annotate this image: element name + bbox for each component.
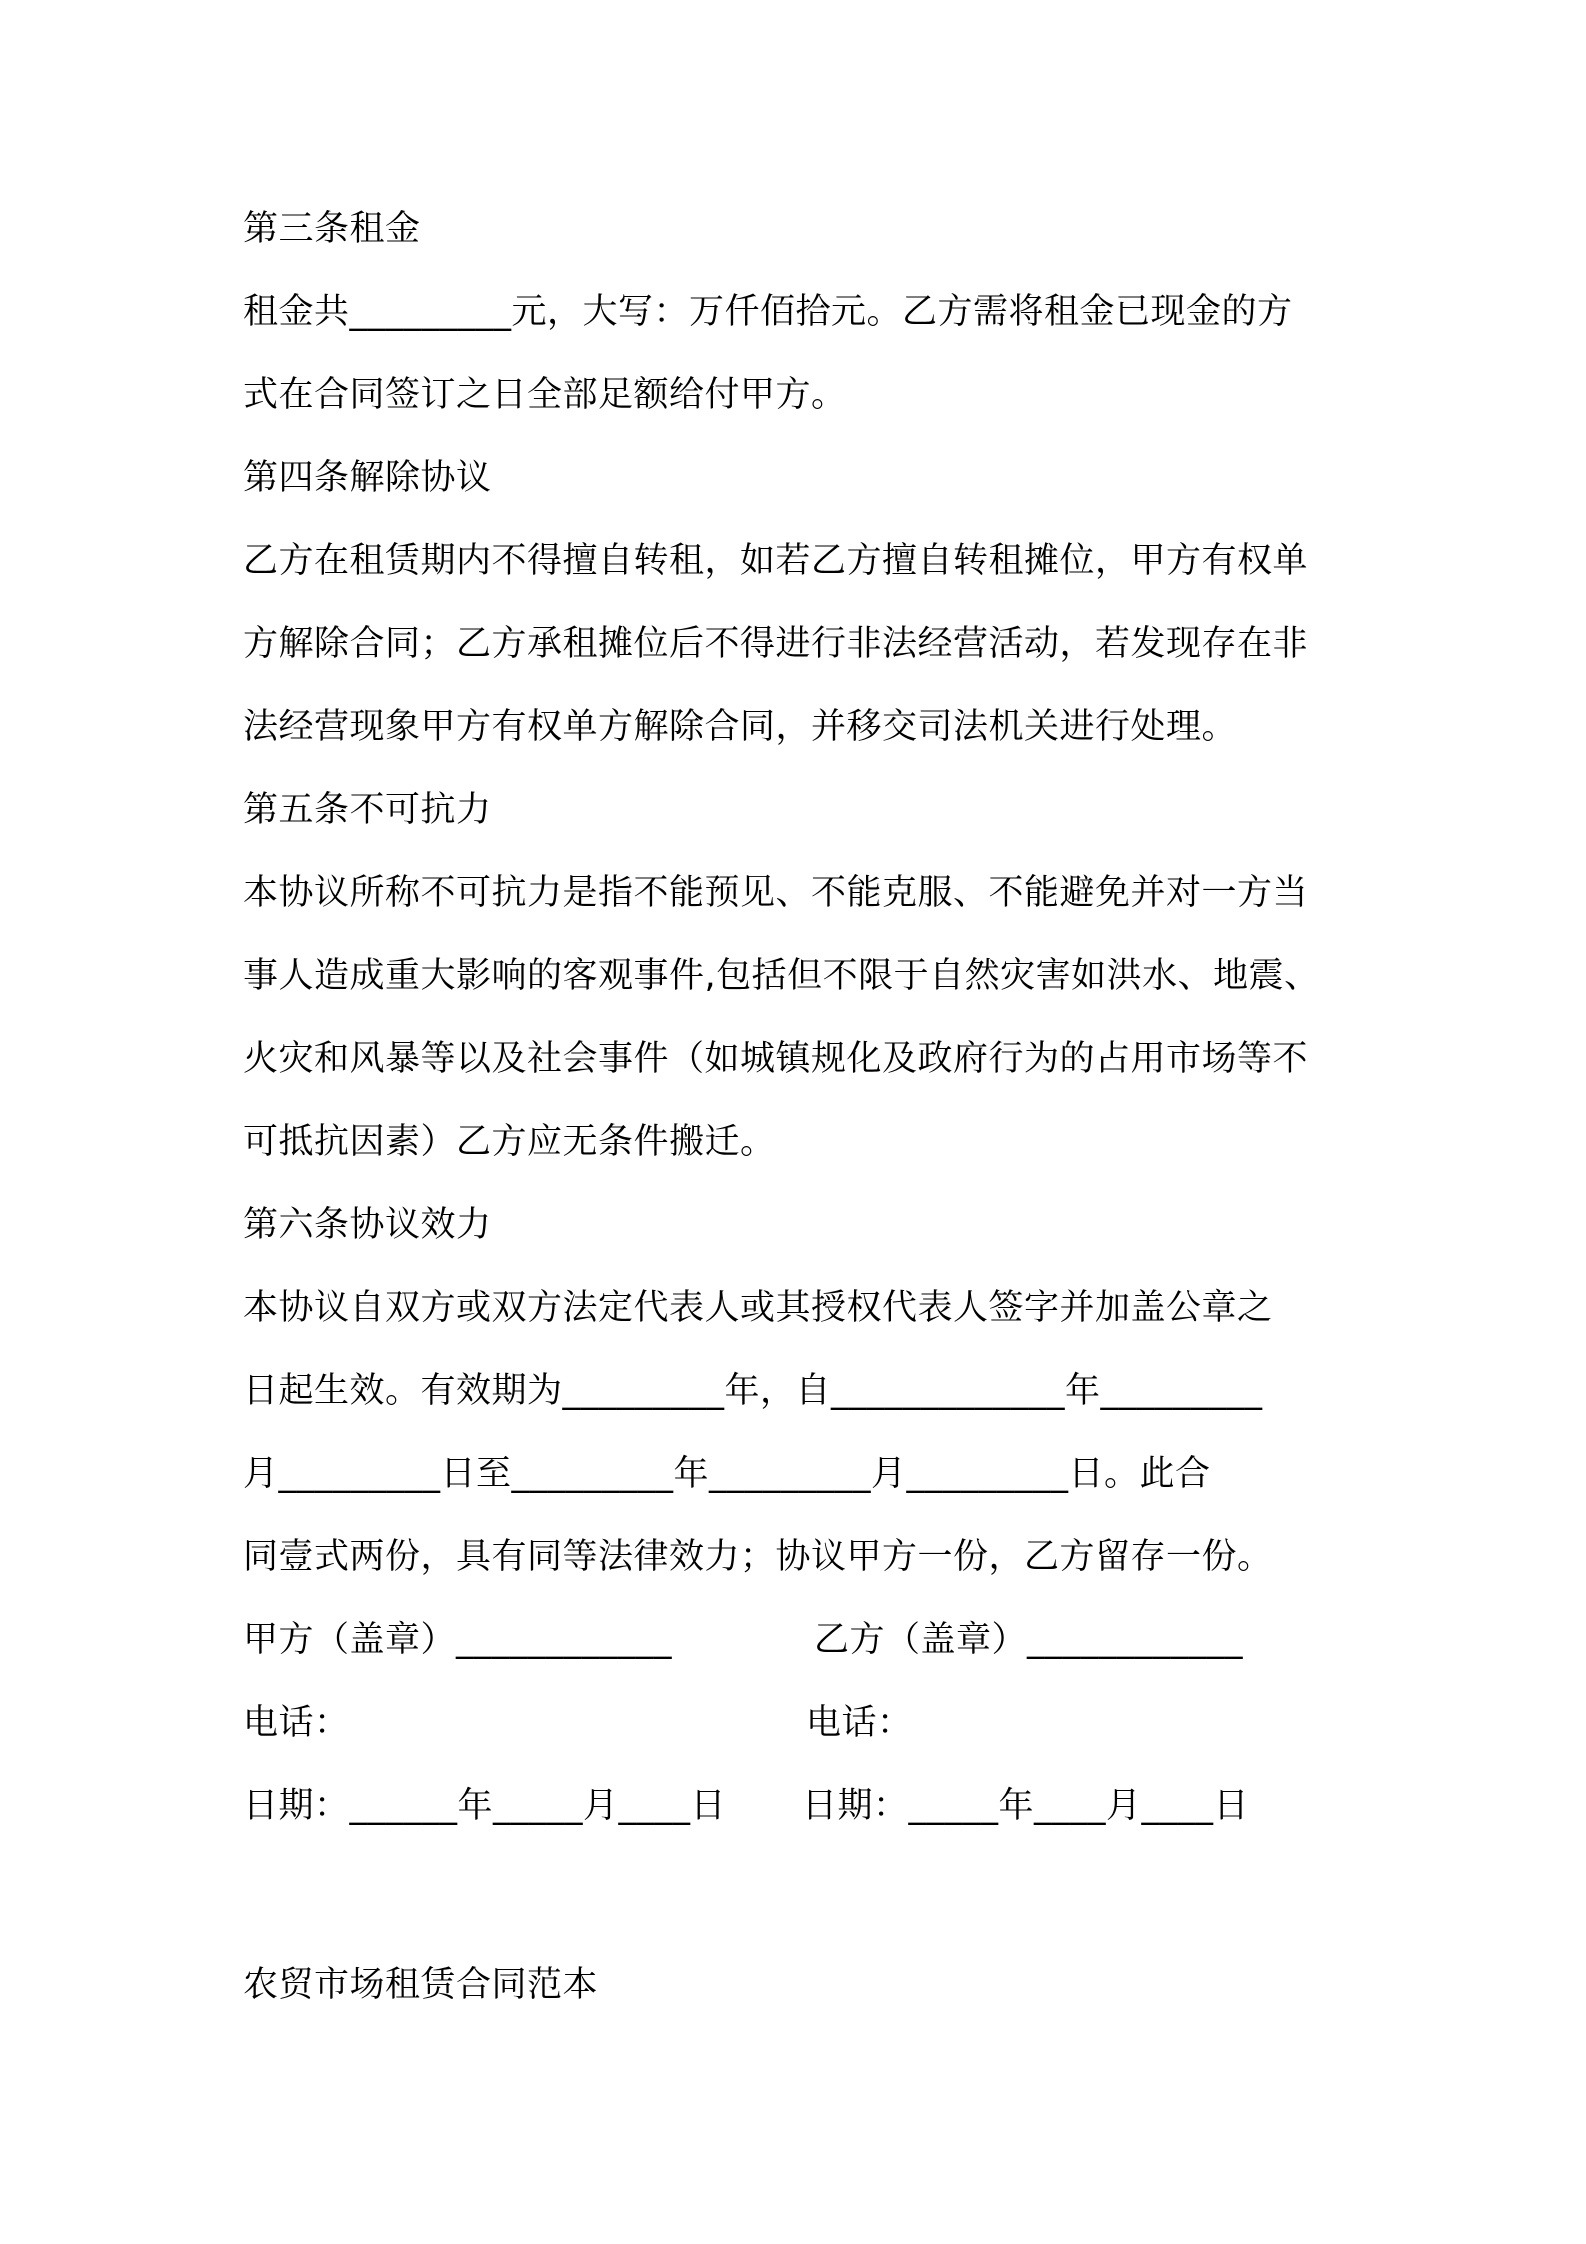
party-a-date: 日期：______年_____月____日 <box>243 1786 727 1826</box>
article-6-line-1: 本协议自双方或双方法定代表人或其授权代表人签字并加盖公章之 <box>243 1288 1273 1328</box>
article-3-heading: 第三条租金 <box>243 209 421 249</box>
party-a-phone: 电话： <box>243 1703 350 1743</box>
article-6-line-4: 同壹式两份，具有同等法律效力；协议甲方一份，乙方留存一份。 <box>243 1537 1273 1577</box>
article-5-heading: 第五条不可抗力 <box>243 790 492 830</box>
article-5-line-2: 事人造成重大影响的客观事件,包括但不限于自然灾害如洪水、地震、 <box>243 956 1320 996</box>
article-4-line-1: 乙方在租赁期内不得擅自转租，如若乙方擅自转租摊位，甲方有权单 <box>243 541 1309 581</box>
party-b-phone: 电话： <box>806 1703 913 1743</box>
party-a-seal: 甲方（盖章）____________ <box>243 1620 673 1660</box>
article-3-line-2: 式在合同签订之日全部足额给付甲方。 <box>243 375 847 415</box>
article-4-heading: 第四条解除协议 <box>243 458 492 498</box>
article-4-line-3: 法经营现象甲方有权单方解除合同，并移交司法机关进行处理。 <box>243 707 1238 747</box>
party-b-date: 日期：_____年____月____日 <box>802 1786 1250 1826</box>
next-document-title: 农贸市场租赁合同范本 <box>243 1965 599 2005</box>
article-5-line-4: 可抵抗因素）乙方应无条件搬迁。 <box>243 1122 776 1162</box>
article-6-heading: 第六条协议效力 <box>243 1205 492 1245</box>
article-3-line-1: 租金共_________元，大写：万仟佰拾元。乙方需将租金已现金的方 <box>243 292 1293 332</box>
article-5-line-3: 火灾和风暴等以及社会事件（如城镇规化及政府行为的占用市场等不 <box>243 1039 1309 1079</box>
article-6-line-2: 日起生效。有效期为_________年，自_____________年_________ <box>243 1371 1263 1411</box>
article-5-line-1: 本协议所称不可抗力是指不能预见、不能克服、不能避免并对一方当 <box>243 873 1309 913</box>
party-b-seal: 乙方（盖章）____________ <box>814 1620 1244 1660</box>
article-6-line-3: 月_________日至_________年_________月_________日。此合 <box>243 1454 1211 1494</box>
article-4-line-2: 方解除合同；乙方承租摊位后不得进行非法经营活动，若发现存在非 <box>243 624 1309 664</box>
